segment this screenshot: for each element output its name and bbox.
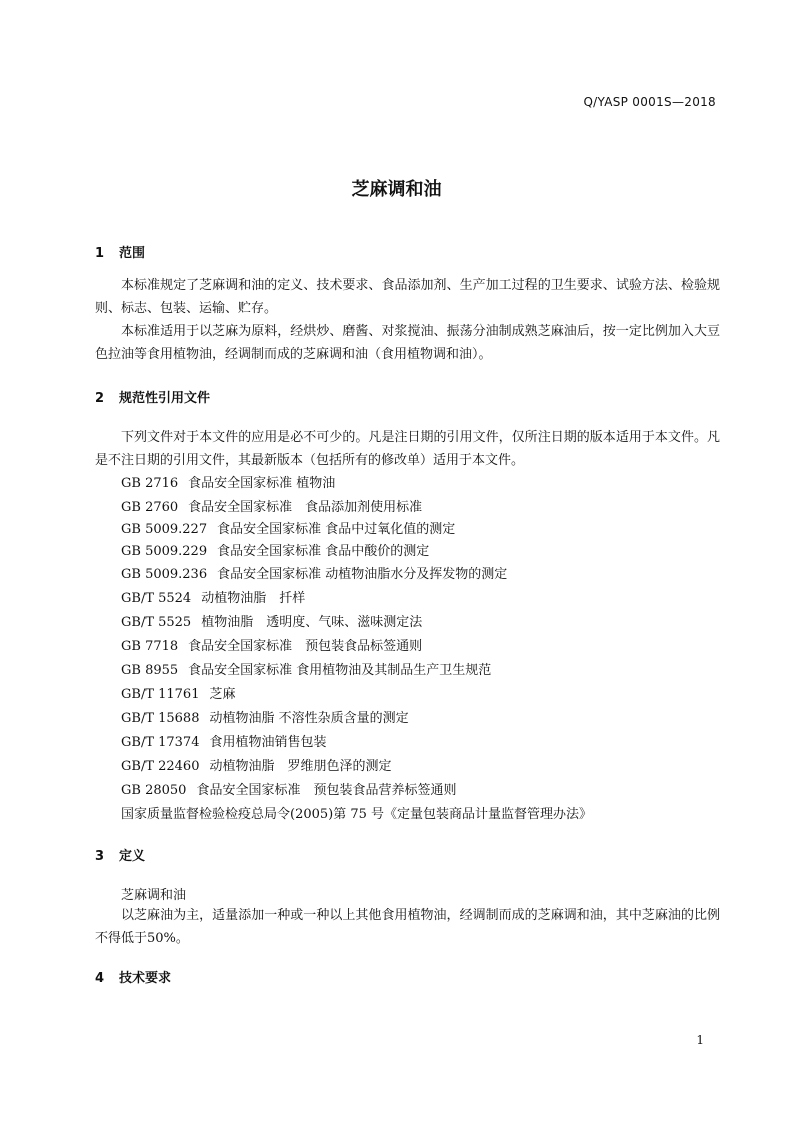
definition-text: 以芝麻油为主，适量添加一种或一种以上其他食用植物油，经调制而成的芝麻调和油，其中芝麻油的比例不得低于50%。: [95, 908, 720, 946]
reference-code: GB/T 5524: [121, 591, 192, 606]
reference-title: 动植物油脂 扦样: [201, 591, 306, 606]
reference-title: 动植物油脂 罗维朋色泽的测定: [209, 759, 392, 774]
reference-item: [121, 707, 409, 726]
reference-title: 食用植物油销售包装: [209, 735, 327, 750]
scope-paragraph-2: 本标准适用于以芝麻为原料，经烘炒、磨酱、对浆搅油、振荡分油制成熟芝麻油后，按一定比例加入大豆色拉油等食用植物油，经调制而成的芝麻调和油（食用植物调和油）。: [95, 324, 720, 362]
section-title: 技术要求: [119, 971, 172, 986]
reference-code: GB 7718: [121, 639, 179, 654]
reference-code: GB/T 5525: [121, 615, 192, 630]
reference-item-last: 国家质量监督检验检疫总局令(2005)第 75 号《定量包装商品计量监督管理办法》: [121, 807, 593, 822]
reference-code: GB 5009.227: [121, 522, 208, 537]
reference-item: [121, 518, 455, 537]
reference-title: 食品安全国家标准 植物油: [188, 476, 336, 491]
section-title: 定义: [119, 849, 146, 864]
section-heading-definition: [95, 845, 145, 864]
scope-paragraph-1: 本标准规定了芝麻调和油的定义、技术要求、食品添加剂、生产加工过程的卫生要求、试验方法、检验规则、标志、包装、运输、贮存。: [95, 278, 720, 316]
reference-code: GB/T 22460: [121, 759, 200, 774]
section-number: 1: [95, 246, 105, 261]
reference-item: [121, 755, 392, 774]
normative-intro: 下列文件对于本文件的应用是必不可少的。凡是注日期的引用文件，仅所注日期的版本适用于本文件。凡是不注日期的引用文件，其最新版本（包括所有的修改单）适用于本文件。: [95, 430, 720, 468]
reference-title: 食品安全国家标准 动植物油脂水分及挥发物的测定: [217, 567, 508, 582]
reference-code: GB 2760: [121, 500, 179, 515]
reference-code: GB 2716: [121, 476, 179, 491]
reference-code: GB 28050: [121, 783, 187, 798]
section-heading-technical-requirements: [95, 967, 171, 986]
section-number: 3: [95, 849, 105, 864]
reference-item: [121, 731, 327, 750]
reference-title: 食品安全国家标准 食品添加剂使用标准: [188, 500, 423, 515]
section-number: 4: [95, 971, 105, 986]
reference-item: [121, 587, 305, 606]
page-title: 芝麻调和油: [351, 179, 442, 200]
reference-title: 植物油脂 透明度、气味、滋味测定法: [201, 615, 423, 630]
section-title: 范围: [119, 246, 146, 261]
reference-title: 食品安全国家标准 食用植物油及其制品生产卫生规范: [188, 663, 492, 678]
reference-item: [121, 611, 422, 630]
reference-item: [121, 635, 422, 654]
reference-code: GB/T 17374: [121, 735, 200, 750]
reference-title: 食品安全国家标准 食品中过氧化值的测定: [217, 522, 456, 537]
document-number: Q/YASP 0001S—2018: [583, 95, 716, 109]
reference-title: 食品安全国家标准 预包装食品标签通则: [188, 639, 423, 654]
reference-item: [121, 659, 491, 678]
reference-code: GB 5009.229: [121, 544, 208, 559]
reference-item: [121, 496, 422, 515]
reference-title: 动植物油脂 不溶性杂质含量的测定: [209, 711, 409, 726]
section-number: 2: [95, 391, 105, 406]
page-number: 1: [696, 1033, 704, 1047]
reference-code: GB 8955: [121, 663, 179, 678]
reference-item: [121, 779, 456, 798]
reference-title: 食品安全国家标准 预包装食品营养标签通则: [196, 783, 457, 798]
reference-code: GB/T 11761: [121, 687, 200, 702]
reference-item: [121, 540, 429, 559]
reference-item: [121, 563, 507, 582]
definition-term: 芝麻调和油: [121, 888, 187, 903]
section-title: 规范性引用文件: [119, 391, 211, 406]
reference-title: 芝麻: [209, 687, 236, 702]
reference-code: GB 5009.236: [121, 567, 208, 582]
reference-code: GB/T 15688: [121, 711, 200, 726]
section-heading-normative-references: [95, 387, 210, 406]
reference-item: [121, 683, 236, 702]
reference-item: [121, 472, 335, 491]
reference-title: 食品安全国家标准 食品中酸价的测定: [217, 544, 430, 559]
section-heading-scope: [95, 242, 145, 261]
